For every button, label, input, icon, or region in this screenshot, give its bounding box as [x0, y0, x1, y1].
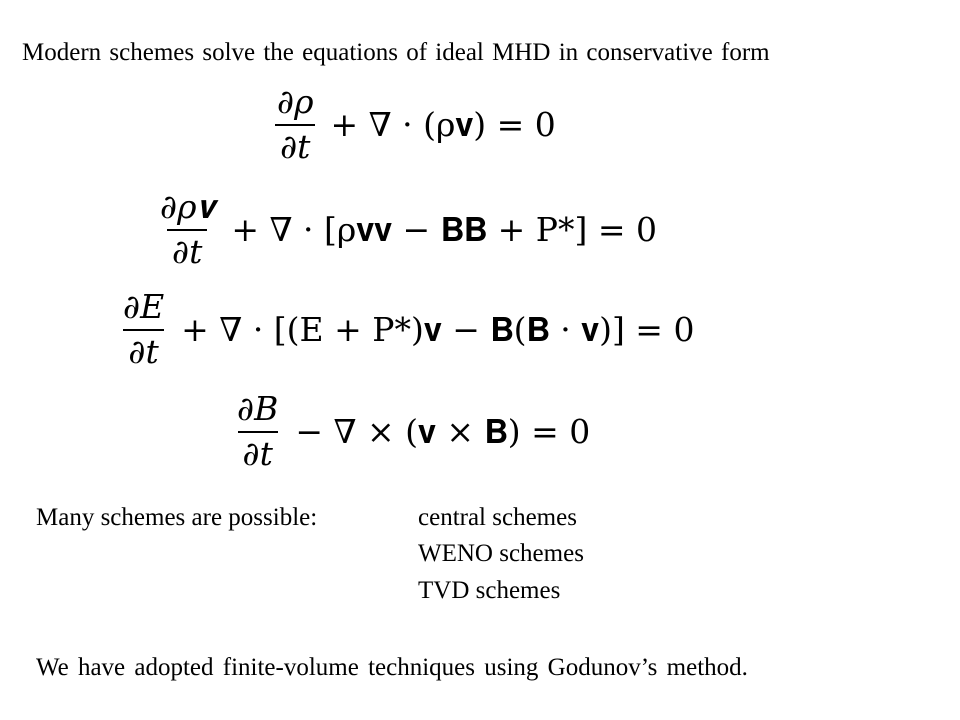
- fraction: [272, 82, 318, 166]
- denominator: ∂t: [275, 124, 315, 163]
- denominator: ∂t: [238, 431, 278, 470]
- scheme-item: TVD schemes: [418, 577, 561, 604]
- slide-heading: Modern schemes solve the equations of ideal MHD in conservative form: [22, 39, 770, 66]
- equation-rhs: + ∇ · [ρ𝐯𝐯 − 𝐁𝐁 + P*] = 0: [231, 209, 657, 249]
- equation-rhs: + ∇ · (ρ𝐯) = 0: [330, 104, 556, 144]
- scheme-item: WENO schemes: [418, 540, 584, 567]
- numerator: ∂B: [237, 389, 279, 428]
- continuity-equation: [272, 82, 556, 166]
- conclusion-text: We have adopted finite-volume techniques using Godunov’s method.: [36, 654, 748, 681]
- induction-equation: [232, 389, 591, 473]
- fraction: [118, 287, 169, 371]
- fraction: [232, 389, 283, 473]
- equation-rhs: + ∇ · [(E + P*)𝐯 − 𝐁(𝐁 · 𝐯)] = 0: [181, 309, 695, 349]
- numerator: ∂ρ: [277, 82, 314, 121]
- momentum-equation: [155, 187, 657, 271]
- numerator: ∂E: [123, 287, 165, 326]
- fraction: [155, 187, 219, 271]
- equation-rhs: − ∇ × (𝐯 × 𝐁) = 0: [295, 411, 591, 451]
- schemes-label: Many schemes are possible:: [36, 504, 318, 531]
- numerator: ∂ρ𝐯: [160, 187, 215, 226]
- scheme-item: central schemes: [418, 504, 577, 531]
- denominator: ∂t: [123, 329, 163, 368]
- energy-equation: [118, 287, 695, 371]
- denominator: ∂t: [167, 229, 207, 268]
